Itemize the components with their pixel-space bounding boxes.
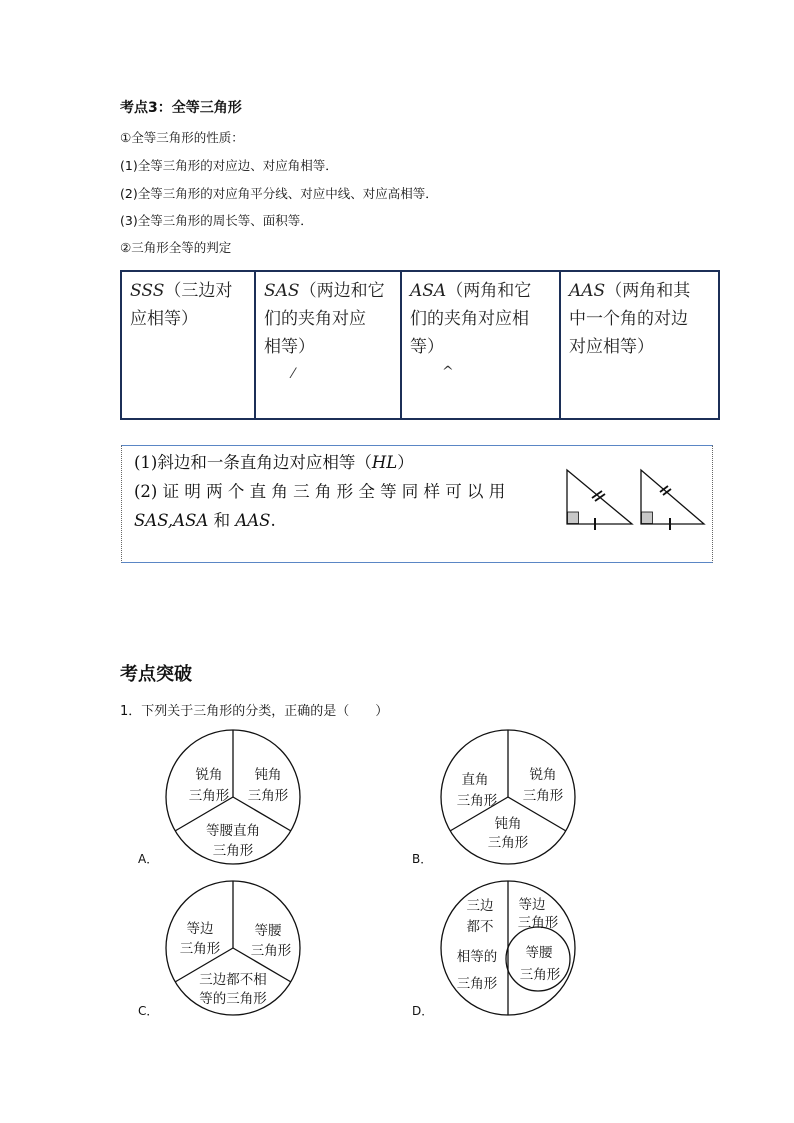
criterion-sss xyxy=(122,272,256,418)
criterion-text: （两角和其 xyxy=(605,281,691,301)
hl-box xyxy=(121,445,713,563)
criterion-abbr: SSS xyxy=(130,281,165,301)
part-label: 相等的 xyxy=(456,949,498,965)
part-label: 三角形 xyxy=(456,793,498,809)
part-label: 三角形 xyxy=(188,788,230,804)
part-label: 锐角 xyxy=(195,767,223,783)
criterion-text: 相等） xyxy=(264,337,315,357)
criterion-text: 中一个角的对边 xyxy=(569,309,688,329)
criterion-text: 对应相等） xyxy=(569,337,654,357)
part-label: 三角形 xyxy=(247,788,289,804)
option-a-label[interactable]: A． xyxy=(138,852,159,866)
part-label: 三角形 xyxy=(522,788,564,804)
part-label: 锐角 xyxy=(529,767,557,783)
hl-line-1 xyxy=(134,449,414,476)
criterion-aas xyxy=(561,272,718,418)
part-label: 三角形 xyxy=(212,843,254,859)
part-label: 等边 xyxy=(186,921,214,937)
hl-text: ） xyxy=(397,453,414,472)
right-triangle-2 xyxy=(641,470,704,530)
practice-title: 考点突破 xyxy=(120,664,192,685)
property-title: ①全等三角形的性质： xyxy=(120,130,244,145)
part-label: 钝角 xyxy=(254,767,282,783)
part-label: 等腰直角 xyxy=(206,823,260,839)
criteria-title: ②三角形全等的判定 xyxy=(120,240,232,255)
hl-text: (1)斜边和一条直角边对应相等（ xyxy=(134,453,372,472)
part-label: 三角形 xyxy=(179,941,221,957)
right-triangles-figure xyxy=(562,464,712,534)
hl-abbr: SAS,ASA xyxy=(134,511,209,530)
option-a-diagram xyxy=(158,722,308,872)
hl-abbr: AAS xyxy=(235,511,271,530)
part-label: 三边 xyxy=(466,898,494,914)
criterion-text: （两角和它 xyxy=(446,281,532,301)
section-heading: 考点3：全等三角形 xyxy=(120,100,242,116)
part-label: 三角形 xyxy=(517,915,559,931)
option-c-label[interactable]: C． xyxy=(138,1004,159,1018)
question-1: 1．下列关于三角形的分类，正确的是（ ） xyxy=(120,704,389,719)
hl-text: . xyxy=(270,511,276,530)
part-label: 三边都不相 xyxy=(199,972,267,988)
option-d-diagram xyxy=(433,873,583,1023)
right-triangle-1 xyxy=(567,470,632,530)
angle-mark: ^ xyxy=(442,364,454,380)
criterion-text: （两边和它 xyxy=(299,281,385,301)
criteria-table xyxy=(120,270,720,420)
part-label: 三角形 xyxy=(456,976,498,992)
part-label: 三角形 xyxy=(519,967,561,983)
part-label: 等边 xyxy=(518,897,546,913)
hl-line-3 xyxy=(134,507,276,534)
part-label: 直角 xyxy=(461,772,489,788)
part-label: 等腰 xyxy=(254,923,282,939)
property-1: (1)全等三角形的对应边、对应角相等． xyxy=(120,158,338,173)
criterion-text: 应相等） xyxy=(130,309,198,329)
property-3: (3)全等三角形的周长等、面积等． xyxy=(120,213,313,228)
criterion-text: 等） xyxy=(410,337,444,357)
option-b-label[interactable]: B． xyxy=(412,852,433,866)
hl-abbr: HL xyxy=(371,453,398,472)
criterion-text: （三边对 xyxy=(164,281,233,301)
part-label: 等的三角形 xyxy=(199,991,267,1007)
part-label: 三角形 xyxy=(250,943,292,959)
option-b-diagram xyxy=(433,722,583,872)
criterion-text: 们的夹角对应 xyxy=(264,309,366,329)
part-label: 都不 xyxy=(466,919,494,935)
option-c-diagram xyxy=(158,873,308,1023)
hl-line-2: (2) 证 明 两 个 直 角 三 角 形 全 等 同 样 可 以 用 xyxy=(134,482,506,501)
criterion-abbr: SAS xyxy=(264,281,300,301)
part-label: 三角形 xyxy=(487,835,529,851)
part-label: 等腰 xyxy=(525,945,553,961)
criterion-abbr: AAS xyxy=(569,281,606,301)
criterion-abbr: ASA xyxy=(410,281,447,301)
angle-mark: ⁄ xyxy=(292,366,295,382)
property-2: (2)全等三角形的对应角平分线、对应中线、对应高相等． xyxy=(120,186,438,201)
option-d-label[interactable]: D． xyxy=(412,1004,434,1018)
criterion-text: 们的夹角对应相 xyxy=(410,309,529,329)
part-label: 钝角 xyxy=(494,816,522,832)
criterion-asa xyxy=(402,272,561,418)
hl-text: 和 xyxy=(208,511,236,530)
criterion-sas xyxy=(256,272,402,418)
